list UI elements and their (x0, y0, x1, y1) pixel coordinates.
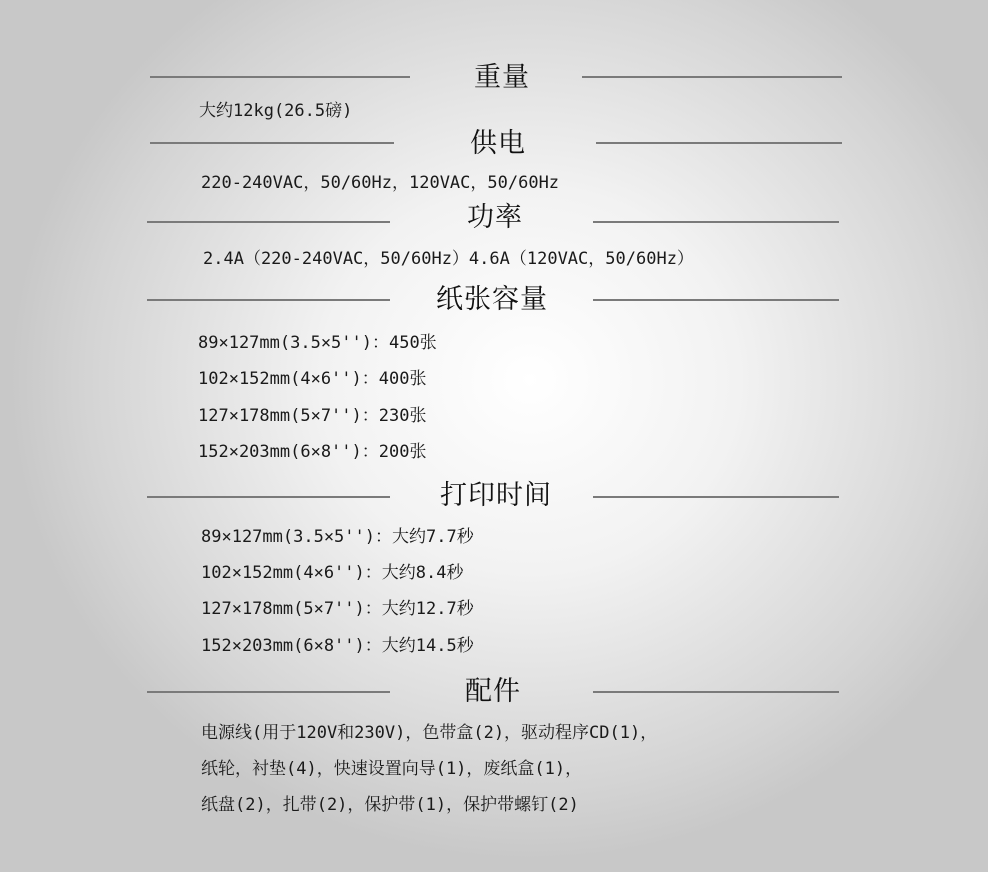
power-divider-right (593, 221, 839, 223)
power-supply-value: 220-240VAC，50/60Hz，120VAC，50/60Hz (201, 173, 560, 193)
print-time-item: 89×127mm(3.5×5'')：大约7.7秒 (201, 527, 474, 547)
paper-capacity-item: 127×178mm(5×7'')：230张 (198, 406, 427, 426)
paper-capacity-item: 89×127mm(3.5×5'')：450张 (198, 333, 437, 353)
power-value: 2.4A（220-240VAC，50/60Hz）4.6A（120VAC，50/60Hz） (203, 249, 694, 269)
print-time-item: 152×203mm(6×8'')：大约14.5秒 (201, 636, 474, 656)
power-supply-heading: 供电 (470, 128, 526, 159)
weight-divider-right (582, 76, 842, 78)
paper-capacity-heading: 纸张容量 (436, 284, 548, 315)
power-heading: 功率 (467, 202, 523, 233)
print-time-heading: 打印时间 (440, 480, 552, 511)
accessories-item: 纸轮，衬垫(4)，快速设置向导(1)，废纸盒(1)， (201, 759, 583, 779)
paper-capacity-divider-left (147, 299, 390, 301)
power-supply-divider-left (150, 142, 394, 144)
print-time-item: 102×152mm(4×6'')：大约8.4秒 (201, 563, 464, 583)
paper-capacity-divider-right (593, 299, 839, 301)
weight-heading: 重量 (474, 62, 530, 93)
power-supply-divider-right (596, 142, 842, 144)
accessories-divider-left (147, 691, 390, 693)
accessories-heading: 配件 (465, 676, 521, 707)
accessories-divider-right (593, 691, 839, 693)
print-time-item: 127×178mm(5×7'')：大约12.7秒 (201, 599, 474, 619)
accessories-item: 电源线(用于120V和230V)，色带盒(2)，驱动程序CD(1)， (201, 723, 658, 743)
paper-capacity-item: 152×203mm(6×8'')：200张 (198, 442, 427, 462)
power-divider-left (147, 221, 390, 223)
print-time-divider-left (147, 496, 390, 498)
paper-capacity-item: 102×152mm(4×6'')：400张 (198, 369, 427, 389)
weight-value: 大约12kg(26.5磅) (199, 101, 353, 121)
weight-divider-left (150, 76, 410, 78)
accessories-item: 纸盘(2)，扎带(2)，保护带(1)，保护带螺钉(2) (201, 795, 579, 815)
print-time-divider-right (593, 496, 839, 498)
